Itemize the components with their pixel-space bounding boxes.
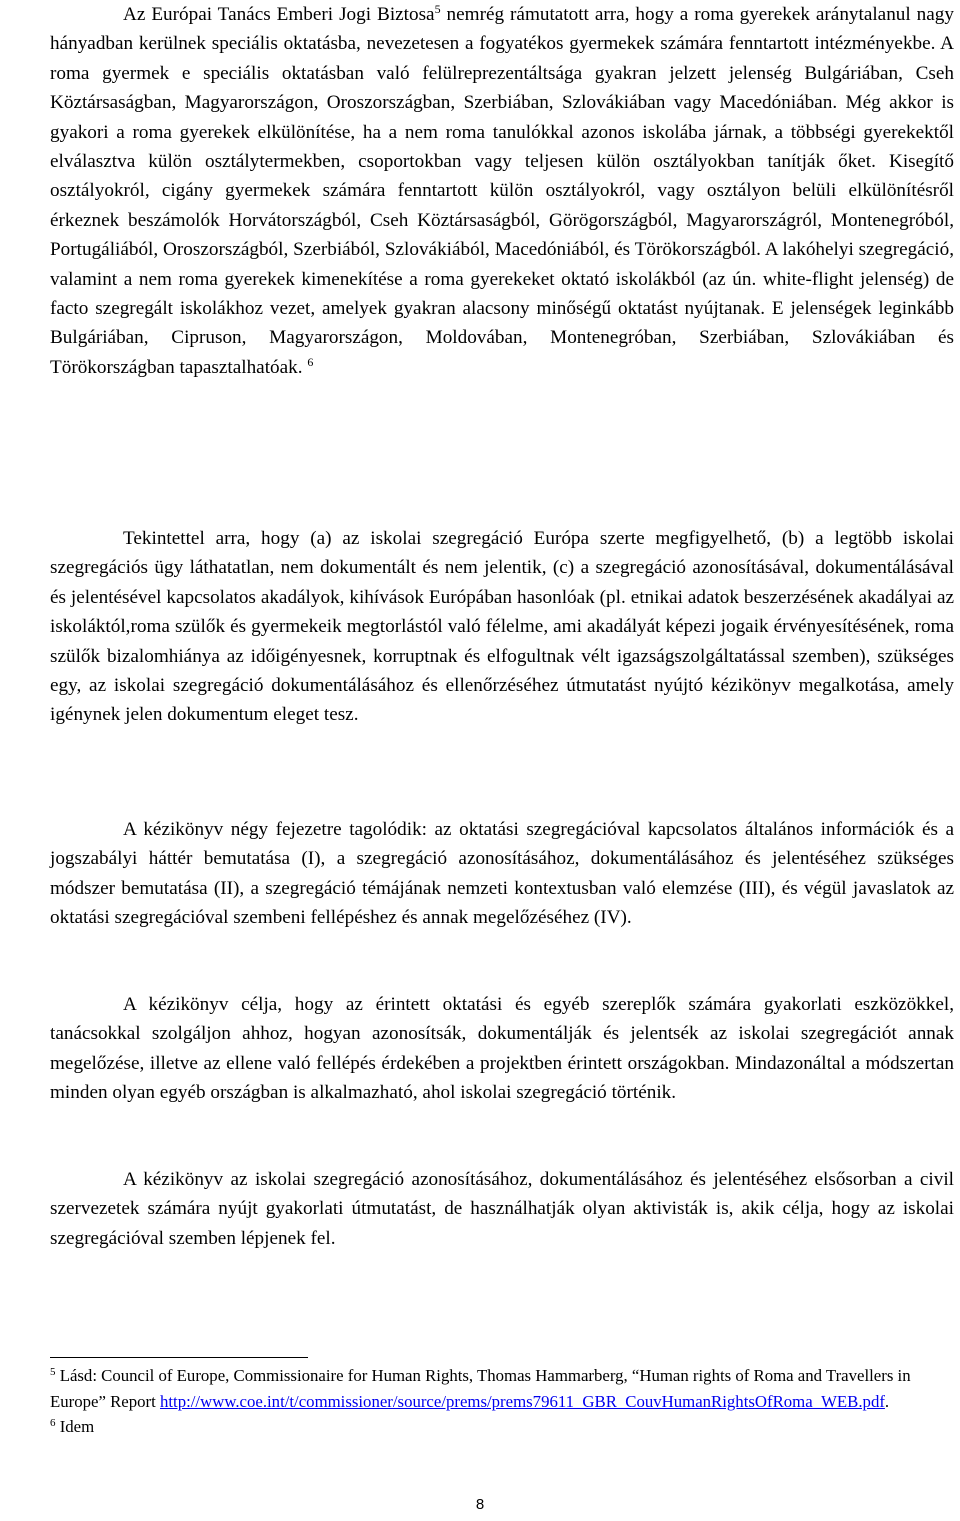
footnote-text: Lásd: Council of Europe, Commissionaire for Human Rights, Thomas Hammarberg, “Human rights of Roma and Travellers in Europe” Report [50, 1366, 911, 1411]
footnotes [50, 1363, 954, 1440]
footnote-5 [50, 1363, 954, 1414]
footnote-separator [50, 1357, 308, 1358]
paragraph-text: Az Európai Tanács Emberi Jogi Biztosa [123, 4, 435, 25]
footnote-text-end: . [884, 1391, 890, 1411]
footnote-ref-6[interactable]: 6 [307, 354, 314, 369]
footnote-6 [50, 1414, 954, 1440]
page-number: 8 [475, 1496, 485, 1513]
paragraph-handbook-chapters: A kézikönyv négy fejezetre tagolódik: az oktatási szegregációval kapcsolatos általános információk és a jogszabályi háttér bemutatása (I), a szegregáció azonosításához, dokumentálásához és jelentéséhez szükséges módszer bemutatása (II), a szegregáció témájának nemzeti kontextusban való elemzése (III), és végül javaslatok az oktatási szegregációval szembeni fellépéshez és annak megelőzéséhez (IV). [50, 819, 954, 929]
paragraph-handbook-audience: A kézikönyv az iskolai szegregáció azonosításához, dokumentálásához és jelentéséhez elsősorban a civil szervezetek számára nyújt gyakorlati útmutatást, de használhatják olyan aktivisták is, akik célja, hogy az iskolai szegregációval szemben lépjenek fel. [50, 1169, 954, 1249]
paragraph-text: nemrég rámutatott arra, hogy a roma gyerekek aránytalanul nagy hányadban kerülnek speciális oktatásba, nevezetesen a fogyatékos gyermekek számára fenntartott intézményekbe. A roma gyermek e speciális oktatásban való felülreprezentáltsága gyakran jelzett jelenség Bulgáriában, Cseh Köztársaságban, Magyarországon, Oroszországban, Szerbiában, Szlovákiában vagy Macedóniában. Még akkor is gyakori a roma gyerekek elkülönítése, ha a nem roma tanulókkal azonos iskolába járnak, a többségi gyerekektől elválasztva külön osztálytermekben, csoportokban vagy teljesen külön osztályokban tanítják őket. Kisegítő osztályokról, cigány gyermekek számára fenntartott külön osztályokról, vagy osztályon belüli elkülönítésről érkeznek beszámolók Horvátországból, Cseh Köztársaságból, Görögországból, Magyarországról, Montenegróból, Portugáliából, Oroszországból, Szerbiából, Szlovákiából, Macedóniából, és Törökországból. A lakóhelyi szegregáció, valamint a nem roma gyerekek kimenekítése a roma gyerekeket oktató iskolákból (az ún. white-flight jelenség) de facto szegregált iskolákhoz vezet, amelyek gyakran alacsony minőségű oktatást nyújtanak. E jelenségek leginkább Bulgáriában, Cipruson, Magyarországon, Moldovában, Montenegróban, Szerbiában, Szlovákiában és Törökországban tapasztalhatóak. [50, 4, 954, 378]
paragraph-roma-special-education [50, 0, 954, 382]
paragraph-handbook-goal: A kézikönyv célja, hogy az érintett oktatási és egyéb szereplők számára gyakorlati eszközökkel, tanácsokkal szolgáljon ahhoz, hogyan azonosítsák, dokumentálják és jelentsék az iskolai szegregációt annak megelőzése, illetve az ellene való fellépés érdekében a projektben érintett országokban. Mindazonáltal a módszertan minden olyan egyéb országban is alkalmazható, ahol iskolai szegregáció történik. [50, 994, 954, 1104]
footnote-ref-5[interactable]: 5 [434, 2, 441, 16]
footnote-number: 6 [50, 1417, 56, 1429]
footnote-number: 5 [50, 1366, 56, 1378]
paragraph-handbook-need: Tekintettel arra, hogy (a) az iskolai szegregáció Európa szerte megfigyelhető, (b) a legtöbb iskolai szegregációs ügy láthatatlan, nem dokumentált és nem jelentik, (c) a szegregáció azonosításával, dokumentálásával és jelentésével kapcsolatos akadályok, kihívások Európában hasonlóak (pl. etnikai adatok beszerzésének akadályai az iskoláktól,roma szülők és gyermekeik megtorlástól való félelme, ami akadályát képezi jogaik érvényesítésének, roma szülők bizalomhiánya az időigényesnek, korruptnak és elfogultnak vélt igazságszolgáltatással szemben), szükséges egy, az iskolai szegregáció dokumentálásához és ellenőrzéséhez útmutatást nyújtó kézikönyv megalkotása, amely igénynek jelen dokumentum eleget tesz. [50, 528, 954, 726]
footnote-text: Idem [55, 1417, 95, 1436]
footnote-link[interactable]: http://www.coe.int/t/commissioner/source/prems/prems79611_GBR_CouvHumanRightsOfRoma_WEB.pdf [159, 1391, 885, 1411]
